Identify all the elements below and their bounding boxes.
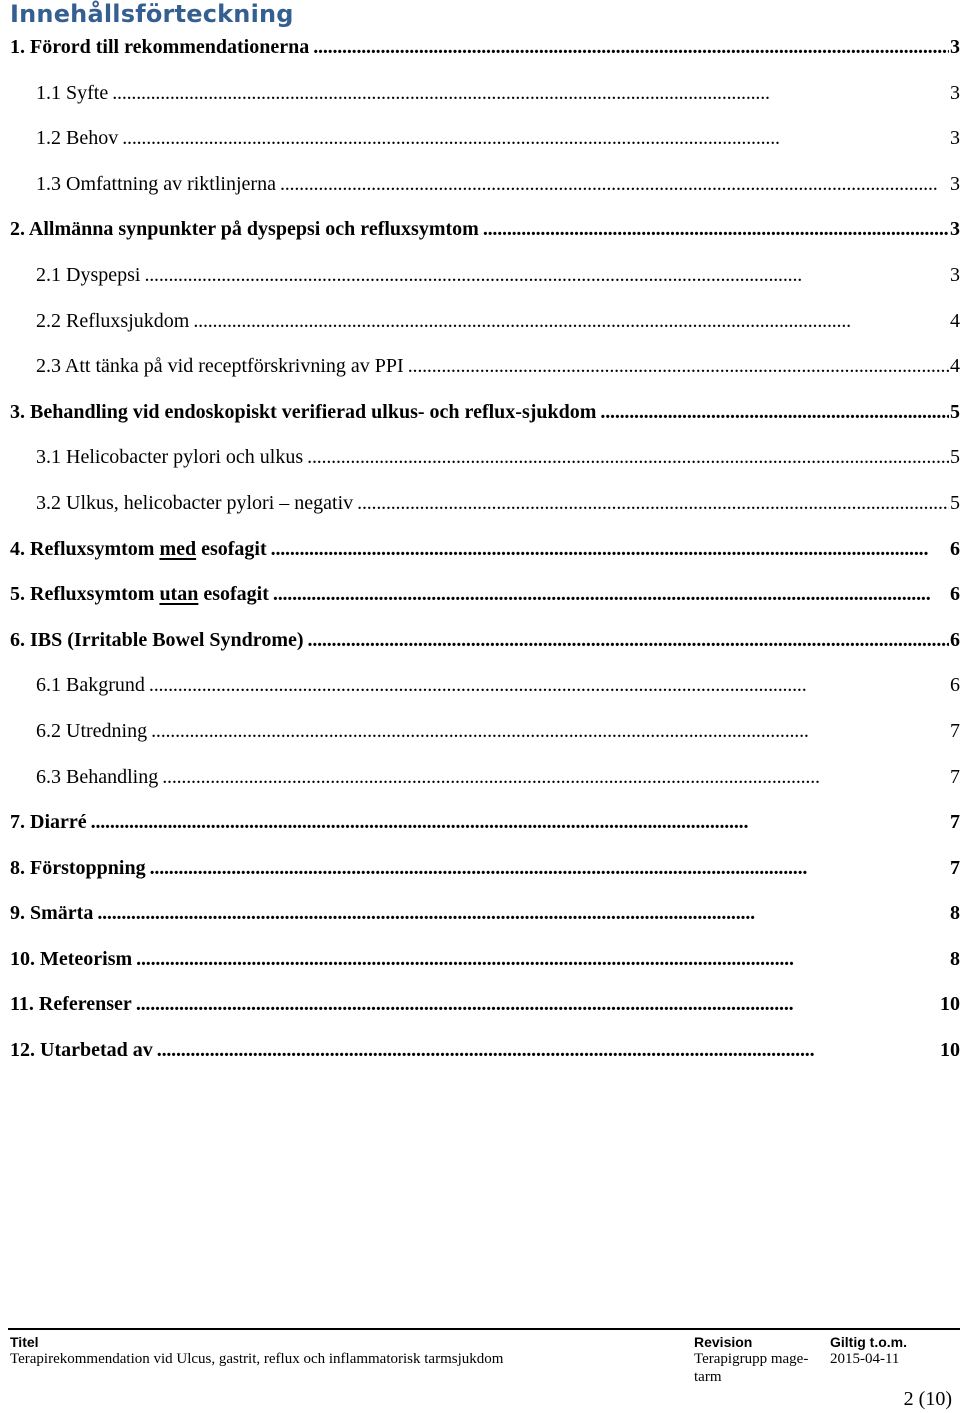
toc-entry-label: 1.2 Behov [36,127,119,150]
page-number: 2 (10) [903,1388,952,1410]
toc-entry[interactable] [0,26,960,72]
toc-entry-label: 6.1 Bakgrund [36,674,145,697]
toc-entry[interactable] [0,300,960,346]
toc-entry-page-number: 4 [950,309,960,332]
toc-entry[interactable] [0,345,960,391]
footer-valid-value: 2015-04-11 [830,1351,900,1367]
toc-entry[interactable] [0,117,960,163]
toc-dot-leader [408,355,949,378]
toc-entry[interactable] [0,573,960,619]
toc-entry-page-number: 6 [950,628,960,651]
toc-dot-leader [149,674,949,697]
toc-entry-label-part: 5. Refluxsymtom [10,583,160,606]
toc-dot-leader [483,218,949,241]
toc-entry-page-number: 7 [950,719,960,742]
footer-valid-label: Giltig t.o.m. [830,1334,907,1350]
toc-entry[interactable] [0,254,960,300]
toc-entry-label: 2.3 Att tänka på vid receptförskrivning av PPI [36,355,404,378]
toc-entry[interactable] [0,391,960,437]
toc-list [0,26,960,1075]
toc-dot-leader [307,446,949,469]
footer-revision-value: Terapigrupp mage-tarm [694,1351,809,1385]
toc-entry-label-part: 4. Refluxsymtom [10,537,160,560]
toc-entry-label-emphasis: utan [159,583,199,606]
toc-entry-label: 6.3 Behandling [36,765,159,788]
toc-entry[interactable] [0,801,960,847]
toc-entry-label: 11. Referenser [10,993,132,1016]
toc-heading: Innehållsförteckning [10,0,294,28]
toc-dot-leader [280,173,949,196]
toc-entry-page-number: 5 [950,400,960,423]
toc-entry[interactable] [0,710,960,756]
toc-entry-label: 2. Allmänna synpunkter på dyspepsi och refluxsymtom [10,218,479,241]
toc-entry-label [10,583,269,606]
toc-entry-label-part: esofagit [198,583,269,606]
toc-entry-page-number: 3 [950,81,960,104]
toc-entry[interactable] [0,847,960,893]
toc-entry-label: 3. Behandling vid endoskopiskt verifierad ulkus- och reflux-sjukdom [10,400,597,423]
toc-dot-leader [600,401,949,424]
footer-title-label: Titel [10,1334,39,1350]
toc-entry-label: 1. Förord till rekommendationerna [10,36,310,58]
toc-entry[interactable] [0,664,960,710]
footer-divider [8,1328,960,1330]
toc-entry-label: 2.2 Refluxsjukdom [36,309,190,332]
toc-entry[interactable] [0,528,960,574]
toc-entry[interactable] [0,436,960,482]
toc-dot-leader [144,264,949,287]
toc-entry-page-number: 10 [940,993,960,1016]
toc-entry-page-number: 5 [950,446,960,469]
toc-entry-label: 6. IBS (Irritable Bowel Syndrome) [10,628,304,651]
toc-dot-leader [112,82,949,105]
toc-entry-label: 9. Smärta [10,902,94,925]
toc-dot-leader [273,583,949,606]
toc-entry-page-number: 3 [950,218,960,241]
toc-dot-leader [150,857,949,880]
toc-entry-label: 12. Utarbetad av [10,1039,153,1062]
toc-entry-page-number: 3 [950,127,960,150]
toc-entry[interactable] [0,1029,960,1075]
toc-entry-page-number: 4 [950,355,960,378]
toc-dot-leader [193,310,949,333]
toc-entry[interactable] [0,72,960,118]
toc-entry-label: 3.2 Ulkus, helicobacter pylori – negativ [36,491,354,514]
toc-entry-label: 6.2 Utredning [36,719,148,742]
toc-entry-label: 2.1 Dyspepsi [36,263,141,286]
toc-entry[interactable] [0,208,960,254]
toc-entry-label: 10. Meteorism [10,947,133,970]
toc-entry-page-number: 5 [950,491,960,514]
toc-dot-leader [357,492,949,515]
toc-entry[interactable] [0,163,960,209]
toc-entry-page-number: 8 [950,902,960,925]
page-footer [0,1328,960,1413]
toc-dot-leader [162,766,949,789]
toc-entry-page-number: 6 [950,583,960,606]
toc-entry[interactable] [0,938,960,984]
footer-title-value: Terapirekommendation vid Ulcus, gastrit, reflux och inflammatorisk tarmsjukdom [10,1351,504,1367]
toc-entry-label: 1.1 Syfte [36,81,109,104]
toc-entry[interactable] [0,983,960,1029]
toc-dot-leader [91,811,949,834]
toc-dot-leader [313,36,949,59]
toc-dot-leader [271,538,949,561]
toc-entry-page-number: 10 [940,1039,960,1062]
toc-entry-page-number: 3 [950,36,960,58]
toc-entry[interactable] [0,756,960,802]
toc-dot-leader [122,127,949,150]
toc-entry-label: 8. Förstoppning [10,856,146,879]
toc-entry[interactable] [0,619,960,665]
toc-entry-label-emphasis: med [159,537,197,560]
toc-entry-label-part: esofagit [196,537,267,560]
toc-dot-leader [151,720,949,743]
toc-entry-page-number: 7 [950,811,960,834]
toc-dot-leader [136,993,939,1016]
toc-dot-leader [136,948,949,971]
toc-entry-page-number: 7 [950,765,960,788]
toc-entry-page-number: 7 [950,856,960,879]
toc-entry-label [10,538,267,561]
toc-entry[interactable] [0,482,960,528]
toc-entry-page-number: 3 [950,172,960,195]
toc-dot-leader [97,902,949,925]
toc-dot-leader [308,629,949,652]
toc-entry-label: 1.3 Omfattning av riktlinjerna [36,172,276,195]
toc-entry-label: 3.1 Helicobacter pylori och ulkus [36,446,304,469]
toc-entry-page-number: 8 [950,947,960,970]
toc-dot-leader [157,1039,939,1062]
toc-entry-page-number: 6 [950,674,960,697]
toc-entry-page-number: 6 [950,537,960,560]
toc-entry[interactable] [0,892,960,938]
toc-entry-label: 7. Diarré [10,811,87,834]
toc-entry-page-number: 3 [950,263,960,286]
footer-revision-label: Revision [694,1334,753,1350]
